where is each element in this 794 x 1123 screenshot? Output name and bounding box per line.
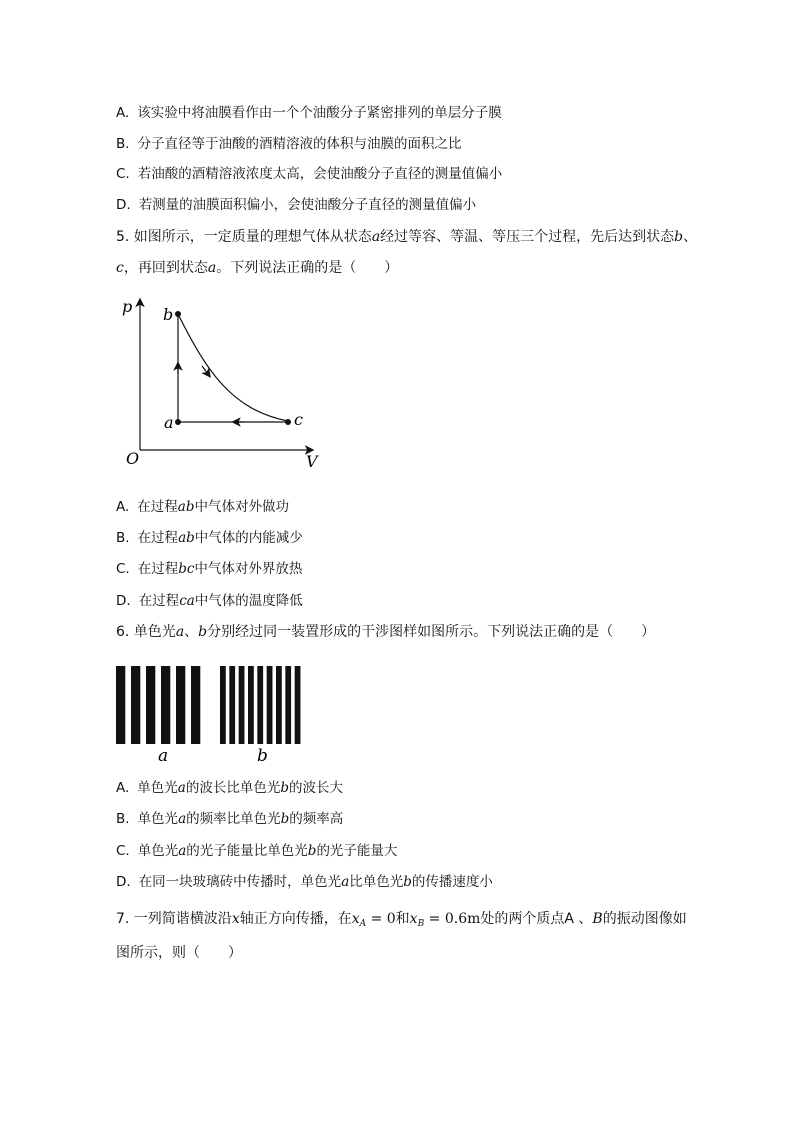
var-b: b xyxy=(280,780,290,796)
process-var: bc xyxy=(178,561,195,577)
q4-option-b xyxy=(116,134,462,154)
fringe-bar-b xyxy=(248,666,254,744)
option-text: 的波长比单色光 xyxy=(185,780,281,796)
q7-stem-line-2 xyxy=(116,943,242,963)
option-text: 的光子能量大 xyxy=(316,843,398,859)
fringe-bar-b xyxy=(220,666,226,744)
option-text: 中气体对外做功 xyxy=(194,499,289,515)
fringe-bar-b xyxy=(267,666,273,744)
v-axis-label: V xyxy=(306,452,318,471)
option-text: 若油酸的酒精溶液浓度太高，会使油酸分子直径的测量值偏小 xyxy=(137,166,503,182)
point-c-label: c xyxy=(294,410,303,429)
q6-option-c xyxy=(116,841,397,861)
p-axis-label: p xyxy=(122,297,133,316)
stem-text: 图所示，则（ ） xyxy=(116,945,242,961)
var-a: a xyxy=(207,260,217,276)
var-a: a xyxy=(175,624,185,640)
stem-text: 处的两个质点A 、 xyxy=(480,911,593,927)
q6-option-b xyxy=(116,809,343,829)
process-var: ab xyxy=(177,499,195,515)
var-a: a xyxy=(177,780,186,796)
q5-stem-line-2 xyxy=(116,258,398,278)
subscript: B xyxy=(417,919,425,929)
q4-option-d xyxy=(116,195,476,215)
stem-text: 5. 如图所示，一定质量的理想气体从状态 xyxy=(116,229,372,245)
fringe-pattern-a xyxy=(116,666,200,744)
var-b: b xyxy=(198,624,208,640)
option-text: 若测量的油膜面积偏小，会使油酸分子直径的测量值偏小 xyxy=(138,197,477,213)
origin-label: O xyxy=(126,449,140,468)
option-text: 比单色光 xyxy=(349,874,404,890)
q5-option-d xyxy=(116,591,303,611)
option-text: 单色光 xyxy=(137,780,178,796)
fringe-bar-b xyxy=(239,666,245,744)
option-text: 该实验中将油膜看作由一个个油酸分子紧密排列的单层分子膜 xyxy=(137,105,502,121)
option-label: D. xyxy=(116,874,131,890)
option-text: 中气体的内能减少 xyxy=(194,530,303,546)
fringe-bar-b xyxy=(257,666,263,744)
fringe-bar-a xyxy=(191,666,200,744)
q4-option-a xyxy=(116,103,502,123)
option-text: 中气体的温度降低 xyxy=(194,593,303,609)
var-a: a xyxy=(178,843,187,859)
option-text: 分子直径等于油酸的酒精溶液的体积与油膜的面积之比 xyxy=(137,136,462,152)
point-c xyxy=(285,419,291,425)
subscript: A xyxy=(359,919,367,929)
xb-expression xyxy=(410,911,481,927)
stem-text: 、 xyxy=(184,624,199,640)
stem-text: 、 xyxy=(683,229,698,245)
stem-text: 经过等容、等温、等压三个过程，先后达到状态 xyxy=(380,229,675,245)
stem-text: 6. 单色光 xyxy=(116,624,176,640)
var-b: b xyxy=(403,874,412,890)
option-text: 的波长大 xyxy=(289,780,344,796)
fringe-bar-a xyxy=(146,666,155,744)
path-bc xyxy=(178,314,288,421)
option-label: A. xyxy=(116,105,130,121)
fringe-bar-a xyxy=(131,666,140,744)
var-a: a xyxy=(341,874,350,890)
option-text: 的光子能量比单色光 xyxy=(186,843,308,859)
process-var: ca xyxy=(179,593,195,609)
option-label: D. xyxy=(116,197,131,213)
point-b xyxy=(175,311,181,317)
pv-diagram xyxy=(112,292,332,472)
fringe-bar-b xyxy=(276,666,282,744)
option-text: 的频率高 xyxy=(289,811,344,827)
q5-option-b xyxy=(116,528,303,548)
q5-option-a xyxy=(116,497,289,517)
option-text: 在过程 xyxy=(138,593,180,609)
option-label: C. xyxy=(116,843,130,859)
option-text: 单色光 xyxy=(137,811,179,827)
option-label: A. xyxy=(116,780,130,796)
fringe-bar-a xyxy=(176,666,185,744)
stem-text: ，再回到状态 xyxy=(123,260,208,276)
option-label: D. xyxy=(116,593,131,609)
option-text: 在同一块玻璃砖中传播时，单色光 xyxy=(138,874,342,890)
option-label: B. xyxy=(116,530,130,546)
option-label: B. xyxy=(116,136,130,152)
var-b: b xyxy=(307,843,317,859)
fringe-bar-b xyxy=(295,666,301,744)
option-text: 中气体对外界放热 xyxy=(194,561,303,577)
option-text: 在过程 xyxy=(137,499,178,515)
point-b-label: b xyxy=(163,305,174,324)
var-x: x xyxy=(231,911,240,927)
fringe-bar-a xyxy=(161,666,170,744)
option-label: B. xyxy=(116,811,130,827)
fringe-label-a: a xyxy=(158,746,169,766)
xa-expression xyxy=(352,911,396,927)
var-B: B xyxy=(592,911,603,927)
q6-stem xyxy=(116,622,655,642)
value: = 0 xyxy=(366,911,396,927)
stem-text: 轴正方向传播，在 xyxy=(239,911,352,927)
fringe-bar-a xyxy=(116,666,125,744)
option-text: 在过程 xyxy=(137,530,179,546)
option-text: 的频率比单色光 xyxy=(186,811,281,827)
fringe-label-b: b xyxy=(257,746,268,766)
option-label: C. xyxy=(116,166,130,182)
stem-text: 分别经过同一装置形成的干涉图样如图所示。下列说法正确的是（ ） xyxy=(207,624,656,640)
option-label: C. xyxy=(116,561,130,577)
q6-option-a xyxy=(116,778,343,798)
option-label: A. xyxy=(116,499,130,515)
stem-text: 的振动图像如 xyxy=(602,911,687,927)
var-a: a xyxy=(178,811,187,827)
option-text: 的传播速度小 xyxy=(411,874,493,890)
interference-pattern-figure xyxy=(112,660,312,770)
fringe-bar-b xyxy=(229,666,235,744)
q6-option-d xyxy=(116,872,493,892)
stem-text: 和 xyxy=(395,911,410,927)
q4-option-c xyxy=(116,164,502,184)
point-a-label: a xyxy=(164,413,174,432)
fringe-pattern-b xyxy=(220,666,300,744)
point-a xyxy=(175,419,181,425)
option-text: 在过程 xyxy=(137,561,179,577)
var-b: b xyxy=(280,811,290,827)
q5-option-c xyxy=(116,559,302,579)
stem-text: 。下列说法正确的是（ ） xyxy=(216,260,399,276)
stem-text: 7. 一列简谐横波沿 xyxy=(116,911,232,927)
var-x: x xyxy=(409,911,418,927)
arrow-bc xyxy=(202,366,208,374)
q5-stem-line-1 xyxy=(116,227,697,247)
process-var: ab xyxy=(178,530,195,546)
option-text: 单色光 xyxy=(137,843,179,859)
value: = 0.6m xyxy=(424,911,481,927)
var-a: a xyxy=(371,229,381,245)
fringe-bar-b xyxy=(285,666,291,744)
var-c: c xyxy=(116,260,124,276)
var-b: b xyxy=(674,229,684,245)
var-x: x xyxy=(351,911,360,927)
q7-stem-line-1 xyxy=(116,909,687,934)
